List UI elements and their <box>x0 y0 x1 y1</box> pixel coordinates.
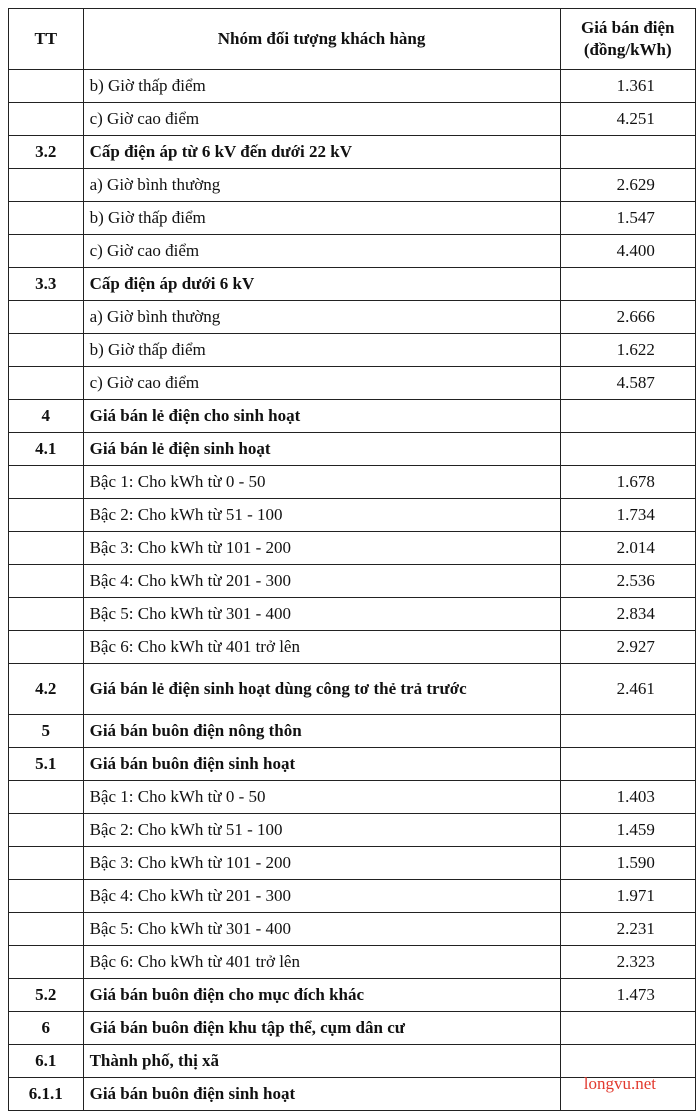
row-customer-group: Bậc 2: Cho kWh từ 51 - 100 <box>83 814 560 847</box>
row-customer-group: Bậc 2: Cho kWh từ 51 - 100 <box>83 499 560 532</box>
row-customer-group: Giá bán buôn điện sinh hoạt <box>83 1078 560 1111</box>
row-tt <box>9 532 84 565</box>
row-tt: 6.1.1 <box>9 1078 84 1111</box>
table-row <box>9 946 696 979</box>
table-row <box>9 70 696 103</box>
row-tt: 6 <box>9 1012 84 1045</box>
table-row <box>9 400 696 433</box>
table-row <box>9 748 696 781</box>
row-customer-group: Giá bán buôn điện nông thôn <box>83 715 560 748</box>
row-tt: 3.3 <box>9 268 84 301</box>
row-price: 1.622 <box>560 334 696 367</box>
row-customer-group: c) Giờ cao điểm <box>83 103 560 136</box>
row-price: 1.403 <box>560 781 696 814</box>
row-customer-group: Bậc 4: Cho kWh từ 201 - 300 <box>83 565 560 598</box>
row-price: 2.231 <box>560 913 696 946</box>
row-price <box>560 433 696 466</box>
table-row <box>9 565 696 598</box>
row-price: 2.323 <box>560 946 696 979</box>
table-row <box>9 598 696 631</box>
header-customer-group: Nhóm đối tượng khách hàng <box>83 9 560 70</box>
table-row <box>9 169 696 202</box>
row-tt <box>9 367 84 400</box>
row-price: 2.536 <box>560 565 696 598</box>
table-row <box>9 433 696 466</box>
row-tt <box>9 466 84 499</box>
table-row <box>9 301 696 334</box>
row-tt <box>9 847 84 880</box>
header-price-line2: (đồng/kWh) <box>583 40 672 59</box>
row-price: 2.014 <box>560 532 696 565</box>
row-tt: 6.1 <box>9 1045 84 1078</box>
row-customer-group: a) Giờ bình thường <box>83 301 560 334</box>
row-customer-group: Bậc 5: Cho kWh từ 301 - 400 <box>83 598 560 631</box>
row-tt: 4.1 <box>9 433 84 466</box>
table-row <box>9 235 696 268</box>
table-row <box>9 367 696 400</box>
table-row <box>9 334 696 367</box>
table-row <box>9 979 696 1012</box>
row-tt: 3.2 <box>9 136 84 169</box>
table-row <box>9 268 696 301</box>
row-price: 4.251 <box>560 103 696 136</box>
row-tt <box>9 235 84 268</box>
table-row <box>9 466 696 499</box>
row-customer-group: Giá bán lẻ điện sinh hoạt <box>83 433 560 466</box>
row-price: 1.678 <box>560 466 696 499</box>
header-price <box>560 9 696 70</box>
row-tt <box>9 913 84 946</box>
row-tt: 5 <box>9 715 84 748</box>
row-tt <box>9 814 84 847</box>
row-price: 1.361 <box>560 70 696 103</box>
row-price: 4.587 <box>560 367 696 400</box>
row-customer-group: c) Giờ cao điểm <box>83 367 560 400</box>
row-tt <box>9 598 84 631</box>
table-row <box>9 499 696 532</box>
table-row <box>9 532 696 565</box>
row-price: 2.927 <box>560 631 696 664</box>
row-customer-group: Giá bán lẻ điện sinh hoạt dùng công tơ thẻ trả trước <box>83 664 560 715</box>
row-tt <box>9 70 84 103</box>
row-customer-group: Cấp điện áp dưới 6 kV <box>83 268 560 301</box>
row-price <box>560 268 696 301</box>
row-customer-group: Bậc 3: Cho kWh từ 101 - 200 <box>83 847 560 880</box>
table-row <box>9 913 696 946</box>
row-price: 1.734 <box>560 499 696 532</box>
row-price <box>560 1012 696 1045</box>
row-price: 2.834 <box>560 598 696 631</box>
row-customer-group: Bậc 3: Cho kWh từ 101 - 200 <box>83 532 560 565</box>
row-price: 1.459 <box>560 814 696 847</box>
row-customer-group: Giá bán lẻ điện cho sinh hoạt <box>83 400 560 433</box>
row-customer-group: a) Giờ bình thường <box>83 169 560 202</box>
row-customer-group: Bậc 6: Cho kWh từ 401 trở lên <box>83 631 560 664</box>
row-price: 4.400 <box>560 235 696 268</box>
row-tt <box>9 169 84 202</box>
row-price <box>560 1045 696 1078</box>
row-customer-group: Giá bán buôn điện khu tập thể, cụm dân cư <box>83 1012 560 1045</box>
table-row <box>9 1012 696 1045</box>
table-row <box>9 1045 696 1078</box>
row-price: 1.547 <box>560 202 696 235</box>
row-customer-group: Bậc 4: Cho kWh từ 201 - 300 <box>83 880 560 913</box>
header-price-line1: Giá bán điện <box>580 18 675 37</box>
row-tt: 5.1 <box>9 748 84 781</box>
row-customer-group: Bậc 1: Cho kWh từ 0 - 50 <box>83 466 560 499</box>
row-customer-group: c) Giờ cao điểm <box>83 235 560 268</box>
row-price <box>560 400 696 433</box>
row-tt <box>9 565 84 598</box>
table-row <box>9 631 696 664</box>
row-tt: 5.2 <box>9 979 84 1012</box>
row-customer-group: Bậc 6: Cho kWh từ 401 trở lên <box>83 946 560 979</box>
row-price: 1.590 <box>560 847 696 880</box>
table-row <box>9 880 696 913</box>
row-price: 2.461 <box>560 664 696 715</box>
row-tt <box>9 631 84 664</box>
row-customer-group: Giá bán buôn điện cho mục đích khác <box>83 979 560 1012</box>
watermark: longvu.net <box>583 1074 656 1093</box>
table-row <box>9 814 696 847</box>
table-row <box>9 136 696 169</box>
row-customer-group: b) Giờ thấp điểm <box>83 70 560 103</box>
row-tt <box>9 880 84 913</box>
row-tt <box>9 781 84 814</box>
row-tt: 4 <box>9 400 84 433</box>
row-customer-group: Bậc 1: Cho kWh từ 0 - 50 <box>83 781 560 814</box>
row-price: 1.971 <box>560 880 696 913</box>
table-row <box>9 664 696 715</box>
electricity-price-table <box>8 8 696 1111</box>
row-price: 1.473 <box>560 979 696 1012</box>
row-customer-group: b) Giờ thấp điểm <box>83 334 560 367</box>
row-tt <box>9 301 84 334</box>
row-customer-group: Cấp điện áp từ 6 kV đến dưới 22 kV <box>83 136 560 169</box>
table-header-row <box>9 9 696 70</box>
row-tt <box>9 946 84 979</box>
row-price <box>560 136 696 169</box>
row-tt <box>9 103 84 136</box>
table-row <box>9 715 696 748</box>
table-body <box>9 70 696 1111</box>
row-price: 2.629 <box>560 169 696 202</box>
row-customer-group: Thành phố, thị xã <box>83 1045 560 1078</box>
table-row <box>9 781 696 814</box>
row-customer-group: Giá bán buôn điện sinh hoạt <box>83 748 560 781</box>
row-tt <box>9 334 84 367</box>
row-price <box>560 748 696 781</box>
row-tt <box>9 202 84 235</box>
row-price <box>560 715 696 748</box>
row-tt <box>9 499 84 532</box>
row-customer-group: b) Giờ thấp điểm <box>83 202 560 235</box>
table-row <box>9 202 696 235</box>
row-customer-group: Bậc 5: Cho kWh từ 301 - 400 <box>83 913 560 946</box>
table-row <box>9 103 696 136</box>
row-price: 2.666 <box>560 301 696 334</box>
header-tt: TT <box>9 9 84 70</box>
row-tt: 4.2 <box>9 664 84 715</box>
table-row <box>9 847 696 880</box>
